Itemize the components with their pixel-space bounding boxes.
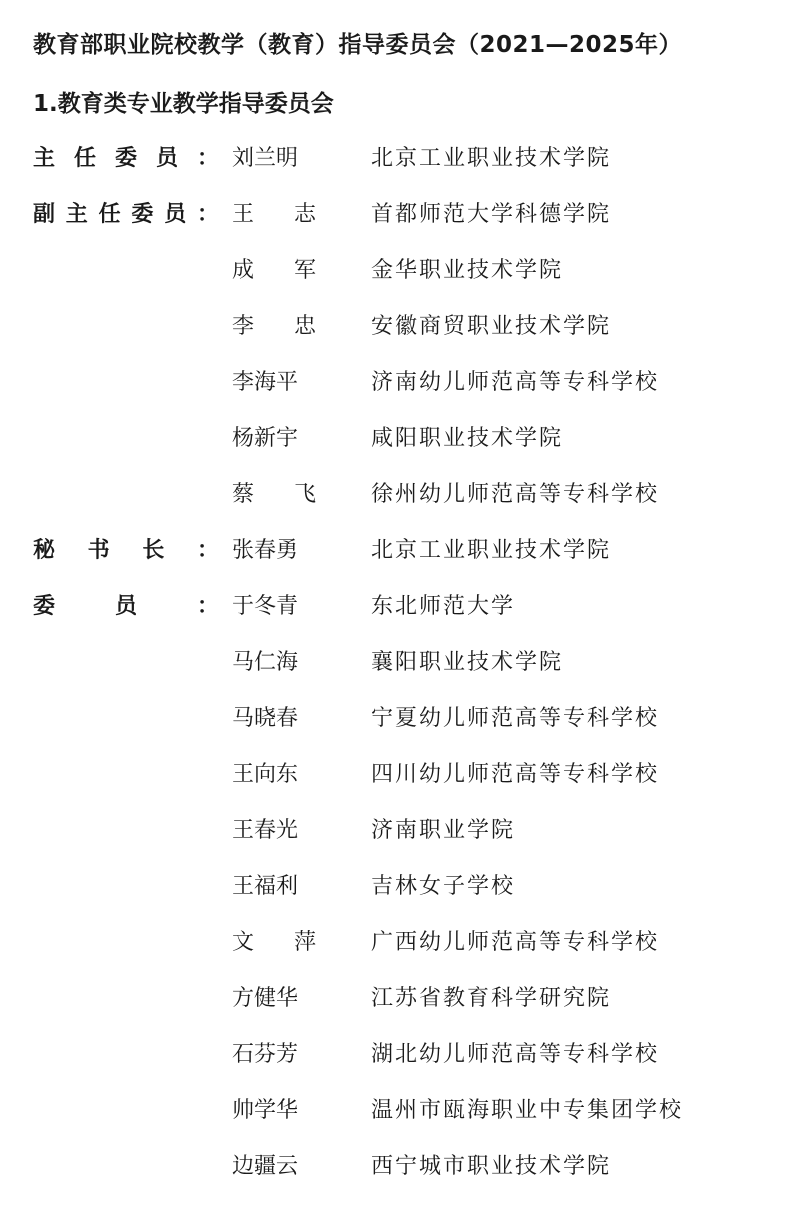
- member-role-char: 长: [142, 537, 165, 563]
- member-name: [232, 532, 316, 564]
- member-name-char: 刘: [232, 145, 255, 171]
- member-row: [0, 364, 800, 420]
- member-organization: 四川幼儿师范高等专科学校: [371, 761, 660, 787]
- member-role: [33, 532, 219, 564]
- member-name-char: 光: [276, 817, 299, 843]
- member-name-char: 平: [276, 369, 299, 395]
- member-role: [33, 196, 219, 228]
- member-role-char: 委: [33, 593, 56, 619]
- member-organization: 徐州幼儿师范高等专科学校: [371, 481, 660, 507]
- member-row: [0, 140, 800, 196]
- member-name-char: 春: [254, 537, 277, 563]
- member-name-char: 王: [232, 817, 255, 843]
- member-row: [0, 1148, 800, 1204]
- member-name-char: 王: [232, 873, 255, 899]
- member-name: [232, 140, 316, 172]
- member-organization: 北京工业职业技术学院: [371, 537, 612, 563]
- member-organization: 广西幼儿师范高等专科学校: [371, 929, 660, 955]
- member-name: [232, 364, 316, 396]
- member-name-char: 青: [276, 593, 299, 619]
- member-role-char: 委: [114, 145, 137, 171]
- member-organization: 济南幼儿师范高等专科学校: [371, 369, 660, 395]
- member-row: [0, 420, 800, 476]
- member-organization: 金华职业技术学院: [371, 257, 564, 283]
- member-name-char: 忠: [293, 313, 316, 339]
- member-name-char: 向: [254, 761, 277, 787]
- member-organization: 咸阳职业技术学院: [371, 425, 564, 451]
- member-organization: 济南职业学院: [371, 817, 516, 843]
- member-role: [33, 588, 219, 620]
- member-name-char: 王: [232, 761, 255, 787]
- member-name-char: 边: [232, 1153, 255, 1179]
- member-role-char: 委: [131, 201, 154, 227]
- member-row: [0, 308, 800, 364]
- member-row: [0, 924, 800, 980]
- member-organization: 安徽商贸职业技术学院: [371, 313, 612, 339]
- member-organization: 襄阳职业技术学院: [371, 649, 564, 675]
- member-name-char: 石: [232, 1041, 255, 1067]
- member-name-char: 福: [254, 873, 277, 899]
- member-row: [0, 196, 800, 252]
- member-name: [232, 924, 316, 956]
- member-organization: 吉林女子学校: [371, 873, 516, 899]
- member-role: [33, 140, 219, 172]
- member-name-char: 仁: [254, 649, 277, 675]
- member-name-char: 芳: [276, 1041, 299, 1067]
- member-role-char: 主: [33, 145, 56, 171]
- member-role-char: 任: [73, 145, 96, 171]
- member-role-char: ：: [196, 537, 219, 563]
- member-name-char: 兰: [254, 145, 277, 171]
- member-name-char: 马: [232, 649, 255, 675]
- member-organization: 温州市瓯海职业中专集团学校: [371, 1097, 684, 1123]
- member-name-char: 于: [232, 593, 255, 619]
- member-name-char: 东: [276, 761, 299, 787]
- member-organization: 宁夏幼儿师范高等专科学校: [371, 705, 660, 731]
- member-name-char: 宇: [276, 425, 299, 451]
- member-name: [232, 196, 316, 228]
- member-name: [232, 252, 316, 284]
- member-name: [232, 980, 316, 1012]
- member-row: [0, 588, 800, 644]
- member-role-char: 员: [114, 593, 137, 619]
- member-name-char: 明: [276, 145, 299, 171]
- member-name: [232, 1036, 316, 1068]
- member-name-char: 云: [276, 1153, 299, 1179]
- member-name-char: 王: [232, 201, 255, 227]
- member-name-char: 杨: [232, 425, 255, 451]
- member-name-char: 海: [254, 369, 277, 395]
- member-row: [0, 756, 800, 812]
- member-name: [232, 308, 316, 340]
- member-organization: 湖北幼儿师范高等专科学校: [371, 1041, 660, 1067]
- section-title: 1.教育类专业教学指导委员会: [33, 91, 334, 117]
- member-name-char: 华: [276, 985, 299, 1011]
- member-role-char: 任: [98, 201, 121, 227]
- member-row: [0, 868, 800, 924]
- member-name-char: 蔡: [232, 481, 255, 507]
- member-name-char: 勇: [276, 537, 299, 563]
- member-role-char: ：: [196, 201, 219, 227]
- member-name-char: 华: [276, 1097, 299, 1123]
- member-row: [0, 700, 800, 756]
- member-name: [232, 700, 316, 732]
- document-title: 教育部职业院校教学（教育）指导委员会（2021—2025年）: [33, 32, 683, 58]
- member-name-char: 春: [276, 705, 299, 731]
- member-name-char: 冬: [254, 593, 277, 619]
- member-name: [232, 1092, 316, 1124]
- member-list: [0, 140, 800, 1204]
- member-name-char: 萍: [293, 929, 316, 955]
- member-name-char: 疆: [254, 1153, 277, 1179]
- member-row: [0, 476, 800, 532]
- member-name-char: 健: [254, 985, 277, 1011]
- member-name-char: 芬: [254, 1041, 277, 1067]
- member-name: [232, 644, 316, 676]
- member-name-char: 文: [232, 929, 255, 955]
- member-name-char: 春: [254, 817, 277, 843]
- member-name-char: 李: [232, 313, 255, 339]
- member-name-char: 方: [232, 985, 255, 1011]
- member-name: [232, 756, 316, 788]
- member-role-char: 员: [155, 145, 178, 171]
- member-name-char: 晓: [254, 705, 277, 731]
- member-role-char: ：: [196, 145, 219, 171]
- member-row: [0, 644, 800, 700]
- member-organization: 东北师范大学: [371, 593, 516, 619]
- member-role-char: 副: [33, 201, 56, 227]
- member-organization: 首都师范大学科德学院: [371, 201, 612, 227]
- member-name: [232, 420, 316, 452]
- member-role-char: 员: [164, 201, 187, 227]
- member-role-char: 书: [87, 537, 110, 563]
- member-name-char: 志: [293, 201, 316, 227]
- member-name: [232, 812, 316, 844]
- member-role-char: 主: [65, 201, 88, 227]
- member-row: [0, 1092, 800, 1148]
- member-row: [0, 532, 800, 588]
- member-name-char: 飞: [293, 481, 316, 507]
- member-name: [232, 476, 316, 508]
- member-name-char: 马: [232, 705, 255, 731]
- member-name-char: 李: [232, 369, 255, 395]
- member-name-char: 军: [293, 257, 316, 283]
- member-name: [232, 868, 316, 900]
- member-row: [0, 812, 800, 868]
- member-organization: 北京工业职业技术学院: [371, 145, 612, 171]
- member-name-char: 学: [254, 1097, 277, 1123]
- member-role-char: 秘: [33, 537, 56, 563]
- member-row: [0, 252, 800, 308]
- member-name: [232, 1148, 316, 1180]
- member-name-char: 利: [276, 873, 299, 899]
- member-name-char: 帅: [232, 1097, 255, 1123]
- member-organization: 江苏省教育科学研究院: [371, 985, 612, 1011]
- member-name: [232, 588, 316, 620]
- member-name-char: 新: [254, 425, 277, 451]
- member-row: [0, 980, 800, 1036]
- member-name-char: 海: [276, 649, 299, 675]
- member-name-char: 成: [232, 257, 255, 283]
- member-name-char: 张: [232, 537, 255, 563]
- member-role-char: ：: [196, 593, 219, 619]
- member-row: [0, 1036, 800, 1092]
- member-organization: 西宁城市职业技术学院: [371, 1153, 612, 1179]
